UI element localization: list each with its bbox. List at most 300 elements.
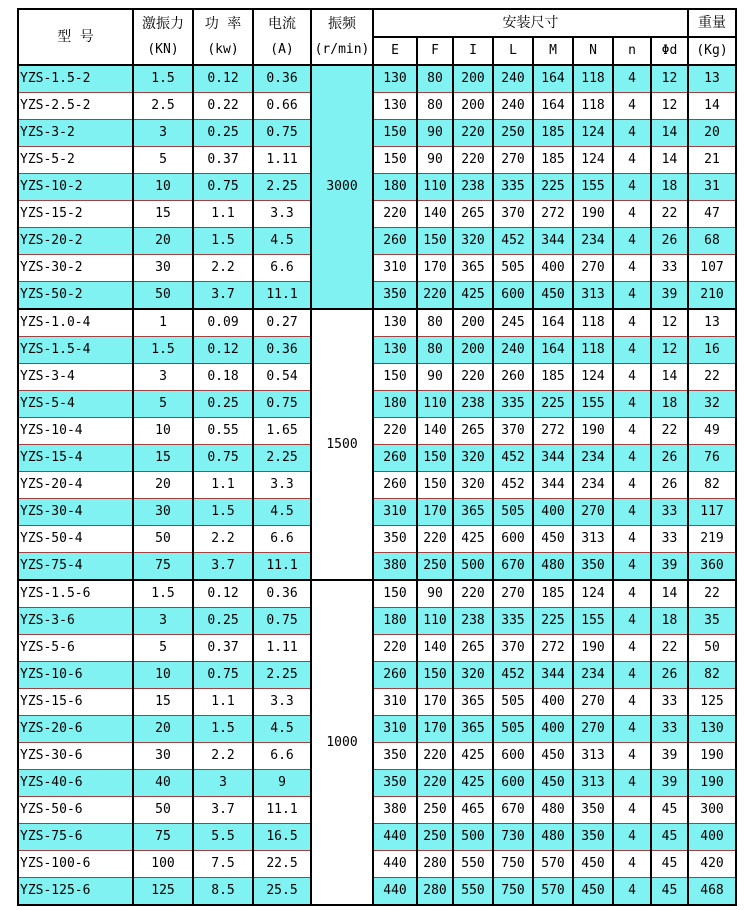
header-exciting-force-name: 激振力 (142, 16, 184, 32)
cell-value: 3.7 (193, 797, 253, 824)
cell-value: 4 (613, 418, 651, 445)
cell-value: 4 (613, 337, 651, 364)
cell-value: 14 (651, 364, 688, 391)
cell-value: 0.75 (253, 391, 311, 418)
cell-value: 335 (493, 608, 533, 635)
cell-value: 32 (688, 391, 736, 418)
cell-value: 1 (133, 309, 193, 337)
cell-value: 4 (613, 282, 651, 310)
cell-value: 1.5 (193, 499, 253, 526)
cell-value: 265 (453, 201, 493, 228)
cell-value: 39 (651, 282, 688, 310)
cell-value: 0.12 (193, 337, 253, 364)
cell-model: YZS-15-2 (18, 201, 133, 228)
cell-value: 0.18 (193, 364, 253, 391)
cell-value: 118 (573, 337, 613, 364)
cell-value: 22.5 (253, 851, 311, 878)
cell-value: 18 (651, 391, 688, 418)
cell-value: 50 (133, 526, 193, 553)
cell-value: 20 (688, 120, 736, 147)
cell-value: 505 (493, 689, 533, 716)
cell-value: 4 (613, 689, 651, 716)
cell-value: 33 (651, 499, 688, 526)
cell-value: 313 (573, 526, 613, 553)
header-dim-m: M (533, 37, 573, 65)
cell-value: 1.1 (193, 201, 253, 228)
cell-value: 234 (573, 228, 613, 255)
cell-value: 75 (133, 824, 193, 851)
cell-value: 234 (573, 662, 613, 689)
cell-model: YZS-1.5-4 (18, 337, 133, 364)
cell-value: 11.1 (253, 282, 311, 310)
cell-value: 21 (688, 147, 736, 174)
cell-value: 313 (573, 743, 613, 770)
cell-value: 450 (533, 770, 573, 797)
cell-value: 220 (453, 147, 493, 174)
header-dim-f: F (417, 37, 453, 65)
cell-value: 310 (373, 716, 417, 743)
cell-value: 1.65 (253, 418, 311, 445)
cell-value: 450 (533, 282, 573, 310)
table-row (18, 499, 736, 526)
cell-value: 750 (493, 878, 533, 906)
cell-value: 1.5 (193, 228, 253, 255)
table-row (18, 716, 736, 743)
table-row (18, 309, 736, 337)
cell-value: 20 (133, 716, 193, 743)
table-row (18, 797, 736, 824)
cell-value: 365 (453, 689, 493, 716)
cell-value: 6.6 (253, 743, 311, 770)
cell-value: 185 (533, 147, 573, 174)
cell-value: 250 (417, 553, 453, 581)
cell-value: 344 (533, 228, 573, 255)
cell-value: 272 (533, 418, 573, 445)
cell-value: 110 (417, 174, 453, 201)
cell-model: YZS-50-2 (18, 282, 133, 310)
cell-value: 4 (613, 255, 651, 282)
cell-value: 468 (688, 878, 736, 906)
cell-value: 220 (373, 201, 417, 228)
cell-value: 180 (373, 608, 417, 635)
header-frequency-name: 振频 (328, 16, 356, 32)
cell-value: 238 (453, 608, 493, 635)
cell-value: 15 (133, 445, 193, 472)
cell-value: 400 (533, 255, 573, 282)
cell-value: 12 (651, 309, 688, 337)
cell-value: 164 (533, 309, 573, 337)
cell-value: 14 (688, 93, 736, 120)
cell-value: 2.25 (253, 662, 311, 689)
table-body (18, 65, 736, 905)
cell-value: 260 (373, 228, 417, 255)
cell-value: 452 (493, 472, 533, 499)
cell-model: YZS-75-6 (18, 824, 133, 851)
cell-value: 272 (533, 201, 573, 228)
cell-value: 80 (417, 93, 453, 120)
cell-value: 670 (493, 553, 533, 581)
cell-value: 440 (373, 824, 417, 851)
cell-value: 13 (688, 309, 736, 337)
cell-frequency: 1500 (311, 309, 373, 580)
cell-value: 0.66 (253, 93, 311, 120)
header-weight-unit: (Kg) (688, 37, 736, 65)
cell-value: 480 (533, 553, 573, 581)
cell-value: 150 (373, 147, 417, 174)
cell-value: 30 (133, 743, 193, 770)
cell-value: 45 (651, 851, 688, 878)
cell-model: YZS-125-6 (18, 878, 133, 906)
cell-model: YZS-20-2 (18, 228, 133, 255)
cell-value: 33 (651, 526, 688, 553)
header-exciting-force (133, 9, 193, 65)
cell-value: 450 (573, 851, 613, 878)
cell-value: 280 (417, 878, 453, 906)
cell-value: 0.37 (193, 147, 253, 174)
cell-model: YZS-10-4 (18, 418, 133, 445)
cell-value: 260 (373, 445, 417, 472)
cell-value: 35 (688, 608, 736, 635)
table-row (18, 445, 736, 472)
cell-value: 13 (688, 65, 736, 93)
cell-value: 4 (613, 716, 651, 743)
cell-value: 47 (688, 201, 736, 228)
cell-value: 164 (533, 93, 573, 120)
cell-value: 505 (493, 499, 533, 526)
table-row (18, 174, 736, 201)
cell-value: 4 (613, 635, 651, 662)
cell-value: 380 (373, 553, 417, 581)
cell-value: 90 (417, 364, 453, 391)
cell-value: 270 (573, 716, 613, 743)
header-current (253, 9, 311, 65)
cell-value: 400 (533, 716, 573, 743)
cell-value: 350 (373, 526, 417, 553)
cell-value: 0.25 (193, 120, 253, 147)
cell-value: 1.5 (133, 580, 193, 608)
cell-value: 350 (373, 770, 417, 797)
cell-value: 31 (688, 174, 736, 201)
cell-value: 200 (453, 337, 493, 364)
cell-value: 10 (133, 662, 193, 689)
cell-value: 164 (533, 337, 573, 364)
cell-value: 33 (651, 716, 688, 743)
cell-value: 313 (573, 282, 613, 310)
cell-value: 4 (613, 65, 651, 93)
cell-value: 0.36 (253, 337, 311, 364)
cell-value: 4 (613, 608, 651, 635)
cell-value: 260 (373, 472, 417, 499)
cell-value: 0.12 (193, 580, 253, 608)
cell-value: 124 (573, 580, 613, 608)
cell-value: 600 (493, 282, 533, 310)
cell-value: 220 (373, 635, 417, 662)
cell-value: 150 (373, 120, 417, 147)
cell-value: 240 (493, 337, 533, 364)
cell-value: 0.75 (193, 662, 253, 689)
table-row (18, 364, 736, 391)
cell-value: 117 (688, 499, 736, 526)
table-row (18, 526, 736, 553)
cell-value: 320 (453, 472, 493, 499)
cell-value: 16 (688, 337, 736, 364)
cell-value: 3.7 (193, 282, 253, 310)
cell-value: 15 (133, 201, 193, 228)
cell-value: 150 (373, 364, 417, 391)
cell-value: 170 (417, 499, 453, 526)
cell-value: 370 (493, 418, 533, 445)
cell-value: 380 (373, 797, 417, 824)
cell-value: 1.11 (253, 147, 311, 174)
header-frequency (311, 9, 373, 65)
cell-value: 3.3 (253, 201, 311, 228)
cell-value: 0.55 (193, 418, 253, 445)
cell-value: 260 (493, 364, 533, 391)
cell-value: 3.3 (253, 689, 311, 716)
cell-value: 4 (613, 228, 651, 255)
cell-value: 4 (613, 851, 651, 878)
cell-value: 500 (453, 553, 493, 581)
cell-value: 2.2 (193, 743, 253, 770)
cell-value: 0.36 (253, 580, 311, 608)
cell-value: 505 (493, 716, 533, 743)
cell-value: 272 (533, 635, 573, 662)
cell-value: 320 (453, 662, 493, 689)
table-row (18, 608, 736, 635)
cell-value: 200 (453, 309, 493, 337)
cell-value: 90 (417, 120, 453, 147)
cell-value: 240 (493, 93, 533, 120)
cell-value: 100 (133, 851, 193, 878)
cell-model: YZS-5-2 (18, 147, 133, 174)
cell-value: 39 (651, 770, 688, 797)
cell-value: 280 (417, 851, 453, 878)
header-power-unit: (kw) (207, 42, 239, 57)
cell-value: 450 (573, 878, 613, 906)
cell-value: 4 (613, 445, 651, 472)
cell-value: 5 (133, 147, 193, 174)
table-header (18, 9, 736, 65)
cell-value: 220 (453, 120, 493, 147)
header-dim-n: n (613, 37, 651, 65)
cell-value: 425 (453, 282, 493, 310)
cell-value: 125 (133, 878, 193, 906)
cell-value: 0.12 (193, 65, 253, 93)
cell-value: 370 (493, 635, 533, 662)
cell-value: 335 (493, 391, 533, 418)
cell-model: YZS-5-6 (18, 635, 133, 662)
cell-value: 26 (651, 662, 688, 689)
cell-value: 200 (453, 65, 493, 93)
cell-value: 1.11 (253, 635, 311, 662)
cell-value: 7.5 (193, 851, 253, 878)
cell-value: 250 (493, 120, 533, 147)
cell-value: 0.75 (193, 445, 253, 472)
cell-value: 20 (133, 472, 193, 499)
cell-value: 40 (133, 770, 193, 797)
cell-value: 16.5 (253, 824, 311, 851)
table-row (18, 770, 736, 797)
cell-value: 1.1 (193, 689, 253, 716)
cell-value: 220 (453, 580, 493, 608)
cell-value: 440 (373, 851, 417, 878)
cell-value: 0.75 (193, 174, 253, 201)
cell-value: 118 (573, 309, 613, 337)
cell-value: 130 (373, 309, 417, 337)
cell-value: 22 (651, 201, 688, 228)
cell-value: 185 (533, 120, 573, 147)
cell-value: 365 (453, 255, 493, 282)
cell-value: 250 (417, 797, 453, 824)
cell-value: 310 (373, 255, 417, 282)
cell-value: 350 (573, 553, 613, 581)
cell-value: 8.5 (193, 878, 253, 906)
cell-value: 2.2 (193, 255, 253, 282)
table-row (18, 743, 736, 770)
cell-value: 30 (133, 255, 193, 282)
cell-value: 20 (133, 228, 193, 255)
cell-value: 6.6 (253, 526, 311, 553)
cell-value: 452 (493, 228, 533, 255)
cell-value: 155 (573, 391, 613, 418)
cell-value: 2.5 (133, 93, 193, 120)
cell-value: 125 (688, 689, 736, 716)
cell-value: 9 (253, 770, 311, 797)
cell-value: 5 (133, 635, 193, 662)
cell-value: 0.75 (253, 608, 311, 635)
cell-value: 4 (613, 797, 651, 824)
cell-value: 75 (133, 553, 193, 581)
cell-value: 420 (688, 851, 736, 878)
cell-value: 4 (613, 309, 651, 337)
cell-value: 4 (613, 147, 651, 174)
cell-value: 4 (613, 93, 651, 120)
cell-value: 4 (613, 201, 651, 228)
cell-value: 344 (533, 662, 573, 689)
cell-value: 234 (573, 445, 613, 472)
table-row (18, 201, 736, 228)
cell-value: 320 (453, 445, 493, 472)
cell-value: 10 (133, 174, 193, 201)
cell-value: 670 (493, 797, 533, 824)
cell-value: 164 (533, 65, 573, 93)
cell-value: 82 (688, 472, 736, 499)
cell-value: 320 (453, 228, 493, 255)
cell-value: 124 (573, 364, 613, 391)
table-row (18, 337, 736, 364)
cell-value: 350 (373, 743, 417, 770)
cell-value: 2.25 (253, 174, 311, 201)
cell-value: 570 (533, 878, 573, 906)
cell-value: 600 (493, 770, 533, 797)
cell-value: 750 (493, 851, 533, 878)
cell-value: 15 (133, 689, 193, 716)
cell-value: 110 (417, 608, 453, 635)
cell-value: 240 (493, 65, 533, 93)
cell-value: 450 (533, 743, 573, 770)
cell-value: 600 (493, 743, 533, 770)
cell-value: 150 (417, 662, 453, 689)
cell-value: 190 (688, 743, 736, 770)
cell-value: 4 (613, 824, 651, 851)
cell-value: 190 (573, 418, 613, 445)
cell-value: 130 (373, 65, 417, 93)
cell-value: 76 (688, 445, 736, 472)
cell-value: 68 (688, 228, 736, 255)
header-frequency-unit: (r/min) (314, 42, 370, 57)
cell-model: YZS-75-4 (18, 553, 133, 581)
table-row (18, 282, 736, 310)
header-exciting-force-unit: (KN) (147, 42, 179, 57)
cell-value: 365 (453, 716, 493, 743)
cell-value: 370 (493, 201, 533, 228)
cell-value: 45 (651, 878, 688, 906)
header-dim-n: N (573, 37, 613, 65)
cell-value: 14 (651, 147, 688, 174)
cell-value: 80 (417, 65, 453, 93)
cell-value: 4 (613, 472, 651, 499)
cell-value: 3 (133, 364, 193, 391)
cell-value: 400 (688, 824, 736, 851)
cell-value: 39 (651, 553, 688, 581)
cell-value: 22 (688, 580, 736, 608)
cell-value: 190 (573, 635, 613, 662)
header-install-dimensions: 安装尺寸 (373, 9, 688, 37)
cell-value: 0.75 (253, 120, 311, 147)
cell-value: 90 (417, 580, 453, 608)
cell-value: 50 (133, 797, 193, 824)
cell-value: 3 (133, 120, 193, 147)
cell-value: 220 (417, 770, 453, 797)
cell-value: 140 (417, 201, 453, 228)
table-row (18, 391, 736, 418)
cell-value: 335 (493, 174, 533, 201)
cell-value: 1.5 (133, 337, 193, 364)
header-power-name: 功 率 (204, 16, 242, 32)
cell-value: 220 (453, 364, 493, 391)
cell-model: YZS-5-4 (18, 391, 133, 418)
cell-value: 3.3 (253, 472, 311, 499)
cell-frequency: 3000 (311, 65, 373, 309)
cell-value: 4 (613, 526, 651, 553)
header-dim-φd: Φd (651, 37, 688, 65)
cell-value: 130 (688, 716, 736, 743)
cell-value: 225 (533, 608, 573, 635)
cell-value: 185 (533, 580, 573, 608)
cell-value: 500 (453, 824, 493, 851)
cell-value: 425 (453, 743, 493, 770)
cell-value: 107 (688, 255, 736, 282)
cell-value: 140 (417, 418, 453, 445)
cell-model: YZS-50-6 (18, 797, 133, 824)
cell-value: 3 (133, 608, 193, 635)
cell-value: 4 (613, 662, 651, 689)
cell-value: 270 (573, 689, 613, 716)
cell-value: 150 (417, 445, 453, 472)
cell-value: 238 (453, 174, 493, 201)
spec-table (17, 8, 737, 906)
cell-value: 245 (493, 309, 533, 337)
cell-value: 12 (651, 93, 688, 120)
cell-value: 4.5 (253, 499, 311, 526)
cell-value: 310 (373, 689, 417, 716)
cell-value: 90 (417, 147, 453, 174)
cell-value: 0.25 (193, 391, 253, 418)
cell-value: 550 (453, 851, 493, 878)
cell-value: 4 (613, 770, 651, 797)
cell-value: 0.36 (253, 65, 311, 93)
cell-value: 365 (453, 499, 493, 526)
